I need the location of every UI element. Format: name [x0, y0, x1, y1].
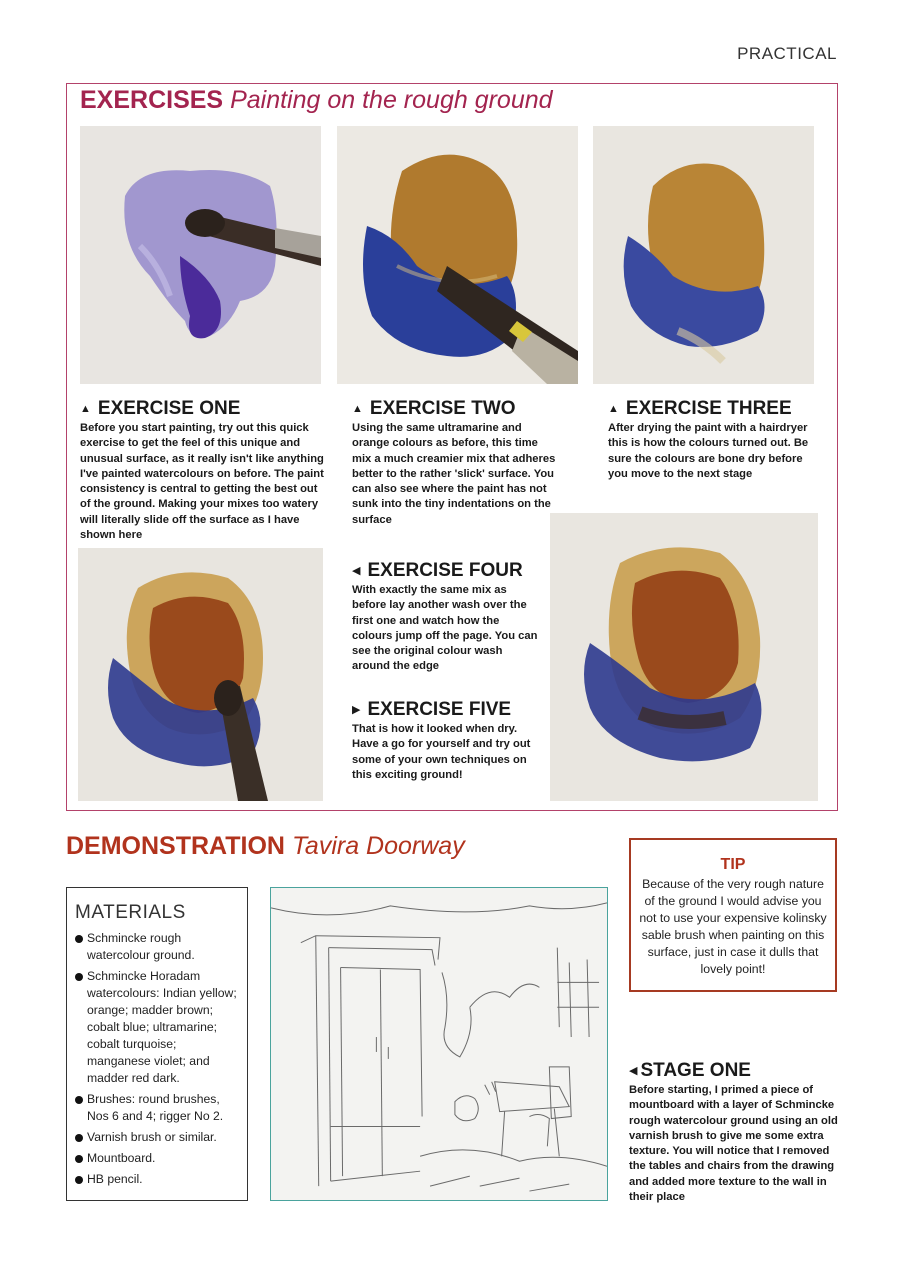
list-item-text: Mountboard.	[87, 1151, 156, 1165]
bullet-icon	[75, 1176, 83, 1184]
exercises-title-italic: Painting on the rough ground	[230, 86, 553, 114]
list-item	[75, 1129, 239, 1146]
materials-box	[66, 887, 248, 1201]
exercise-three-photo	[593, 126, 814, 384]
tip-box	[629, 838, 837, 992]
exercise-four-heading	[352, 560, 523, 582]
exercise-three-title: EXERCISE THREE	[625, 398, 792, 419]
triangle-up-icon: ▲	[352, 403, 363, 415]
bullet-icon	[75, 1155, 83, 1163]
exercise-five-title: EXERCISE FIVE	[367, 699, 512, 720]
demonstration-title-italic: Tavira Doorway	[291, 832, 465, 860]
bullet-icon	[75, 935, 83, 943]
exercise-four-photo	[78, 548, 323, 801]
exercise-one-body: Before you start painting, try out this quick exercise to get the feel of this unique and unusual surface, as it really isn't like anything I've painted watercolours on before. The paint consistency is central to getting the best out of the ground. Making your mixes too watery will literally slide off the surface as I have shown here	[80, 422, 324, 542]
exercise-two-title: EXERCISE TWO	[369, 398, 516, 419]
stage-one-body: Before starting, I primed a piece of mountboard with a layer of Schmincke rough watercolour ground using an old varnish brush to give me some extra texture. You will notice that I removed the tables and chairs from the drawing and added more texture to the wall in their place	[629, 1084, 838, 1204]
exercise-one-heading	[80, 398, 240, 420]
stage-one-sketch	[270, 887, 608, 1201]
exercise-two-body: Using the same ultramarine and orange colours as before, this time mix a much creamier mix that adheres better to the rather 'slick' surface. You can also see where the paint has not sunk into the tiny indentations on the surface	[352, 422, 556, 526]
list-item-text: Schmincke Horadam watercolours: Indian yellow; orange; madder brown; cobalt blue; ultramarine; cobalt turquoise; manganese violet; and madder red dark.	[87, 969, 237, 1085]
demonstration-title-bold: DEMONSTRATION	[66, 832, 285, 860]
exercise-one-title: EXERCISE ONE	[97, 398, 241, 419]
stage-one-heading	[629, 1060, 751, 1082]
exercise-five-heading	[352, 699, 511, 721]
exercise-five-photo	[550, 513, 818, 801]
bullet-icon	[75, 1134, 83, 1142]
list-item	[75, 1171, 239, 1188]
list-item	[75, 968, 239, 1087]
bullet-icon	[75, 1096, 83, 1104]
bullet-icon	[75, 973, 83, 981]
triangle-up-icon: ▲	[80, 403, 91, 415]
triangle-left-icon: ◀	[352, 565, 361, 577]
materials-list	[75, 930, 239, 1188]
list-item-text: Schmincke rough watercolour ground.	[87, 931, 195, 962]
tip-heading: TIP	[720, 856, 746, 873]
triangle-right-icon: ▶	[352, 704, 361, 716]
materials-heading: MATERIALS	[75, 902, 186, 923]
list-item-text: HB pencil.	[87, 1172, 143, 1186]
stage-one-title: STAGE ONE	[640, 1060, 751, 1081]
exercise-two-photo	[337, 126, 578, 384]
exercises-title	[80, 86, 553, 115]
triangle-up-icon: ▲	[608, 403, 619, 415]
exercise-five-body: That is how it looked when dry. Have a go for yourself and try out some of your own techniques on this exciting ground!	[352, 723, 531, 781]
list-item-text: Brushes: round brushes, Nos 6 and 4; rigger No 2.	[87, 1092, 224, 1123]
exercises-title-bold: EXERCISES	[80, 86, 224, 114]
list-item-text: Varnish brush or similar.	[87, 1130, 217, 1144]
exercise-four-body: With exactly the same mix as before lay another wash over the first one and watch how the colours jump off the page. You can see the original colour wash around the edge	[352, 584, 538, 673]
demonstration-title	[66, 832, 465, 861]
exercise-two-heading	[352, 398, 516, 420]
list-item	[75, 1091, 239, 1125]
list-item	[75, 930, 239, 964]
exercise-three-heading	[608, 398, 792, 420]
exercise-four-title: EXERCISE FOUR	[367, 560, 523, 581]
exercise-three-body: After drying the paint with a hairdryer this is how the colours turned out. Be sure the colours are bone dry before you move to the next stage	[608, 422, 809, 480]
list-item	[75, 1150, 239, 1167]
triangle-left-icon: ◀	[629, 1065, 638, 1077]
section-label: PRACTICAL	[737, 44, 837, 63]
tip-body: Because of the very rough nature of the ground I would advise you not to use your expensive kolinsky sable brush when painting on this surface, just in case it dulls that lovely point!	[639, 877, 827, 976]
exercise-one-photo	[80, 126, 321, 384]
